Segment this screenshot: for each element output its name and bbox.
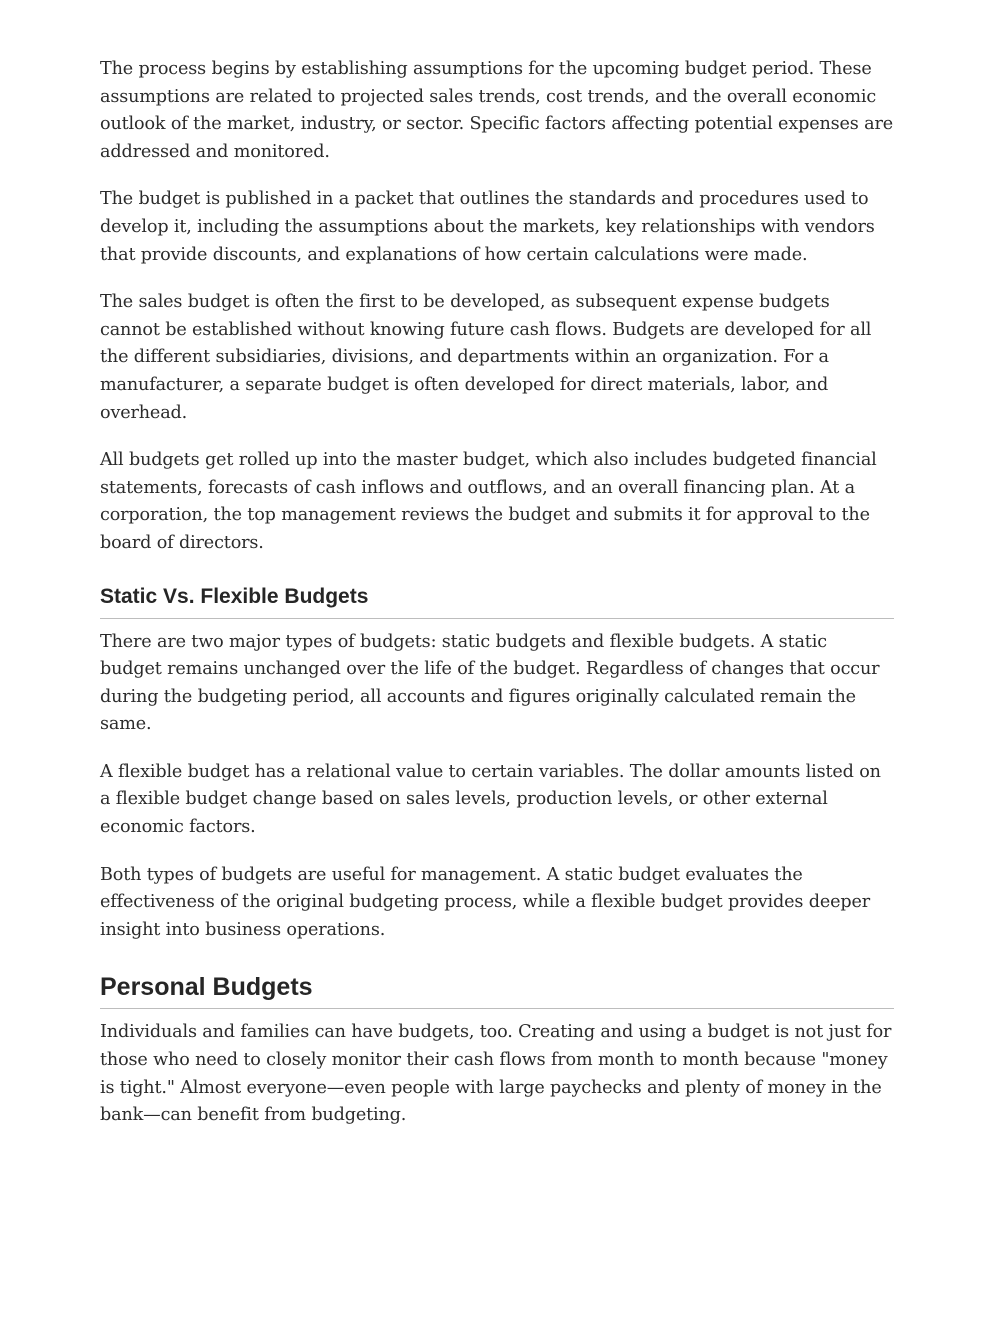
personal-paragraph-1: Individuals and families can have budgets, too. Creating and using a budget is not just for those who need to closely monitor their cash flows from month to month because "money is tight." Almost everyone—even people with large paychecks and plenty of money in the bank—can benefit from budgeting. [100,1022,892,1126]
intro-paragraph-4: All budgets get rolled up into the master budget, which also includes budgeted financial statements, forecasts of cash inflows and outflows, and an overall financing plan. At a corporation, the top management reviews the budget and submits it for approval to the board of directors. [100,450,877,553]
intro-paragraph-3: The sales budget is often the first to be developed, as subsequent expense budgets cannot be established without knowing future cash flows. Budgets are developed for all the different subsidiaries, divisions, and departments within an organization. For a manufacturer, a separate budget is often developed for direct materials, labor, and overhead. [100,292,872,423]
static-paragraph-2: A flexible budget has a relational value to certain variables. The dollar amounts listed on a flexible budget change based on sales levels, production levels, or other external economic factors. [100,761,881,838]
article-body [100,56,894,1150]
intro-paragraph-2: The budget is published in a packet that outlines the standards and procedures used to develop it, including the assumptions about the markets, key relationships with vendors that provide discounts, and explanations of how certain calculations were made. [100,189,875,265]
personal-budgets-heading: Personal Budgets [100,972,894,1009]
static-paragraph-1: There are two major types of budgets: static budgets and flexible budgets. A static budget remains unchanged over the life of the budget. Regardless of changes that occur during the budgeting period, all accounts and figures originally calculated remain the same. [100,631,880,735]
static-paragraph-3: Both types of budgets are useful for management. A static budget evaluates the effectiveness of the original budgeting process, while a flexible budget provides deeper insight into business operations. [100,864,871,940]
intro-paragraph-1: The process begins by establishing assumptions for the upcoming budget period. These assumptions are related to projected sales trends, cost trends, and the overall economic outlook of the market, industry, or sector. Specific factors affecting potential expenses are addressed and monitored. [100,59,893,162]
static-vs-flexible-heading: Static Vs. Flexible Budgets [100,584,894,619]
